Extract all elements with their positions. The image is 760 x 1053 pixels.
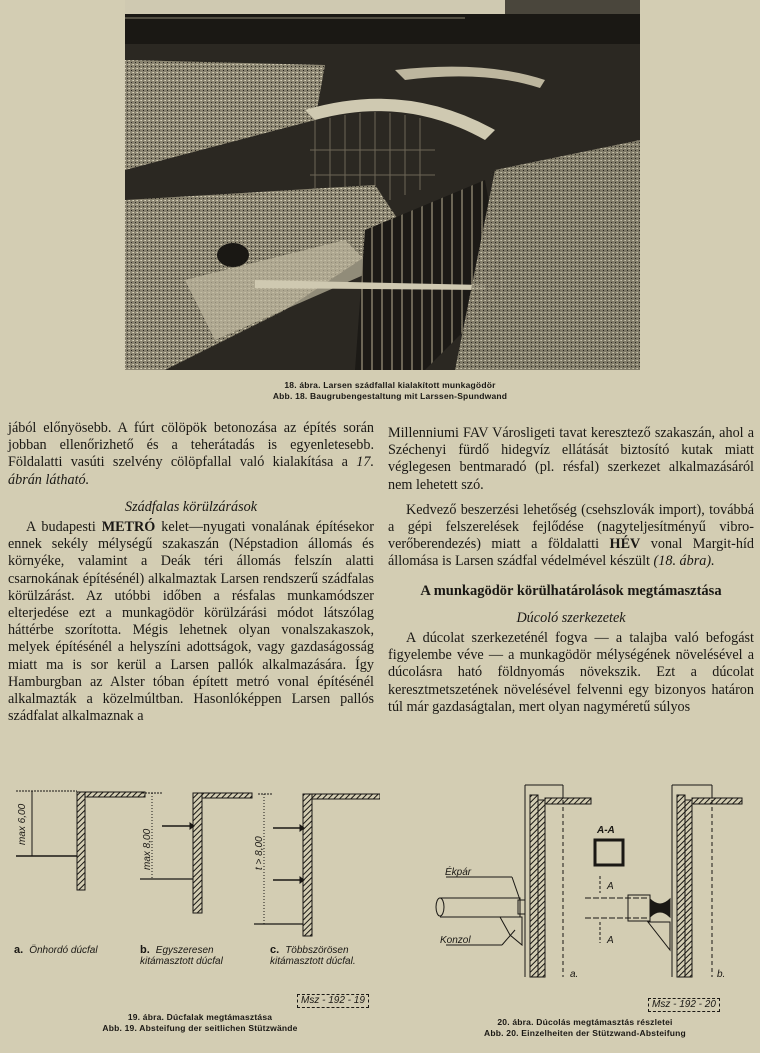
section-heading: A munkagödör körülhatárolások megtámasztása: [420, 582, 722, 599]
strut-detail-diagram: [420, 765, 760, 985]
subheading: Dúcoló szerkezetek: [516, 609, 626, 626]
dimension-b: max 8,00: [142, 828, 153, 870]
paragraph-text: A budapesti: [26, 519, 102, 536]
paragraph: [388, 502, 754, 571]
dimension-c: t > 8,00: [254, 836, 265, 870]
label-letter: c.: [270, 944, 280, 956]
figure-19-caption-hu: 19. ábra. Dúcfalak megtámasztása: [127, 1012, 273, 1022]
figure-18-photo: [125, 0, 640, 370]
figure-reference: (18. ábra).: [653, 553, 715, 570]
label-bracket: Konzol: [440, 935, 471, 946]
figure-19-label-b: [140, 945, 255, 967]
label-text: Önhordó dúcfal: [29, 945, 98, 956]
figure-19-label-c: [270, 945, 380, 967]
figure-19-caption: [60, 1012, 340, 1034]
emphasis-hev: HÉV: [609, 536, 641, 553]
figure-20-caption-de: Abb. 20. Einzelheiten der Stützwand-Absteifung: [484, 1028, 686, 1038]
figure-20-caption-hu: 20. ábra. Dúcolás megtámasztás részletei: [497, 1017, 673, 1027]
figure-reference: 17. ábrán látható.: [8, 454, 374, 488]
label-wedge: Ékpár: [445, 867, 472, 878]
label-section: A-A: [597, 825, 615, 836]
label-part-b: b.: [717, 969, 726, 980]
figure-19-caption-de: Abb. 19. Absteifung der seitlichen Stützwände: [102, 1023, 298, 1033]
paragraph: A dúcolat szerkezeténél fogva — a talajba való befogást figyelembe véve — a munkagödör mélységének növelésével a dúcolásra ható földnyomás növekszik. Ezt a dúcolat keresztmetszetének növelésével felvenni egy bizonyos határon túl már gazdaságtalan, mert olyan nagyméretű súlyos: [388, 630, 754, 715]
text-column-right: [388, 425, 754, 716]
label-section-mark-bottom: A: [607, 935, 614, 946]
figure-20-caption: [440, 1017, 730, 1039]
text-column-left: [8, 420, 374, 725]
paragraph: Millenniumi FAV Városligeti tavat keresztező szakaszán, ahol a Széchenyi fürdő hidegvíz ellátását biztosító kutak miatt véglegesen bentmaradó (pl. résfal) szerkezet alkalmazásáról nem lehetett szó.: [388, 425, 754, 493]
paragraph-text: Kedvező beszerzési lehetőség (csehszlovák import), továbbá a gépi felszerelések fejlődése (nagyteljesítményű vibro-verőberendezés) miatt a földalatti: [388, 501, 754, 553]
label-part-a: a.: [570, 969, 579, 980]
paragraph: [8, 519, 374, 725]
paragraph-text: vonal Margit-híd állomása is Larsen szádfal védelmével készült: [388, 536, 754, 570]
emphasis-metro: METRÓ: [101, 519, 156, 536]
label-text: Többszörösen kitámasztott dúcfal.: [270, 945, 356, 967]
label-letter: b.: [140, 944, 150, 956]
figure-18-caption-hu: 18. ábra. Larsen szádfallal kialakított munkagödör: [284, 380, 496, 390]
paragraph-text: kelet—nyugati vonalának építésekor ennek sekély mélységű szakaszán (Népstadion állomás és környéke, valamint a Deák téri állomás felszín alatti csarnokának építésénél) alkalmaztak Larsen rendszerű szádfalas körülzárást. Az utóbbi időben a résfalas munkamódszer elterjedése ezt a munkagödör körülzárási módot látszólag háttérbe szorította. Mégis lehetnek olyan vonalszakaszok, melyek építésénél a helyszíni adottságok, vagy gazdaságosság miatt ma is sor kerül a Larsen pallók alkalmazására. Így Hamburgban az Alster tóban épített metró vonal építésénél alkalmazták a közelmúltban. Hasonlóképpen Larsen pallós szádfalat alkalmaznak a: [8, 519, 374, 725]
figure-19-label-a: [14, 945, 134, 956]
figure-18-caption-de: Abb. 18. Baugrubengestaltung mit Larssen-Spundwand: [272, 391, 508, 401]
figure-20-reference: Msz - 192 - 20: [648, 998, 720, 1012]
label-letter: a.: [14, 944, 24, 956]
dimension-a: max 6,00: [17, 803, 28, 845]
construction-photo-illustration: [125, 0, 640, 370]
paragraph: [8, 420, 374, 489]
subheading: Szádfalas körülzárások: [124, 498, 258, 515]
figure-20-diagram: [420, 765, 760, 985]
figure-18-caption: [200, 380, 580, 402]
paragraph-text: jából előnyösebb. A fúrt cölöpök betonozása az építés során jobban ellenőrizhető és a teherátadás is egyenletesebb. Földalatti vasúti szelvény cölöpfallal való kialakítása a: [8, 420, 374, 471]
label-section-mark-top: A: [607, 881, 614, 892]
figure-19-reference: Msz - 192 - 19: [297, 994, 369, 1008]
label-text: Egyszeresen kitámasztott dúcfal: [140, 945, 223, 967]
